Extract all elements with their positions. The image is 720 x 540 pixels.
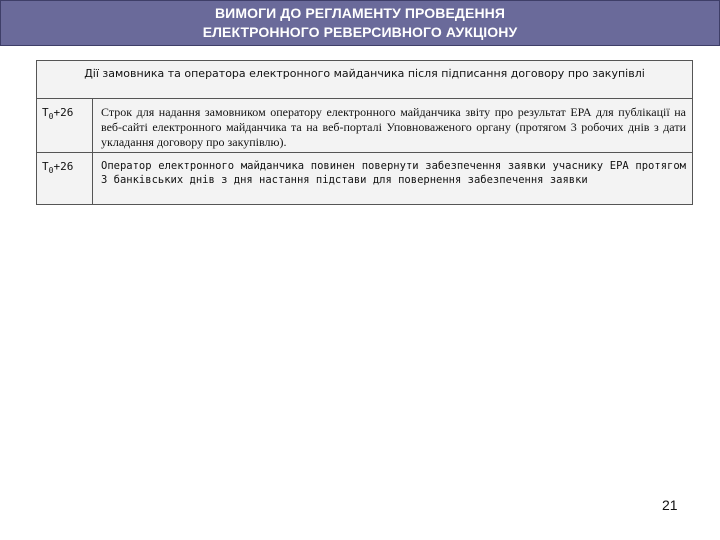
- requirement-text: Оператор електронного майданчика повинен повернути забезпечення заявки учаснику ЕРА протягом 3 банківських днів з дня настання підстави для повернення забезпечення заявки: [101, 160, 686, 186]
- table-heading: Дії замовника та оператора електронного майданчика після підписання договору про закупівлі: [84, 67, 645, 80]
- page-number: 21: [662, 497, 678, 513]
- table-heading-row: [37, 61, 692, 98]
- slide-title-line-1: ВИМОГИ ДО РЕГЛАМЕНТУ ПРОВЕДЕННЯ: [214, 5, 506, 21]
- table-row: [37, 152, 692, 204]
- slide-title-line-2: ЕЛЕКТРОННОГО РЕВЕРСИВНОГО АУКЦІОНУ: [202, 24, 518, 40]
- requirement-text: Строк для надання замовником оператору електронного майданчика звіту про результат ЕРА для публікації на веб-сайті електронного майданчика та на веб-порталі Уповноваженого органу (протягом 3 робочих днів з дати укладання договору про закупівлю).: [101, 105, 686, 149]
- table-row: [37, 98, 692, 152]
- requirements-table: [36, 60, 693, 205]
- slide-title-banner: [0, 0, 720, 46]
- deadline-code: $T_0+26$: [37, 99, 93, 152]
- deadline-code: $T_0+26$: [37, 153, 93, 204]
